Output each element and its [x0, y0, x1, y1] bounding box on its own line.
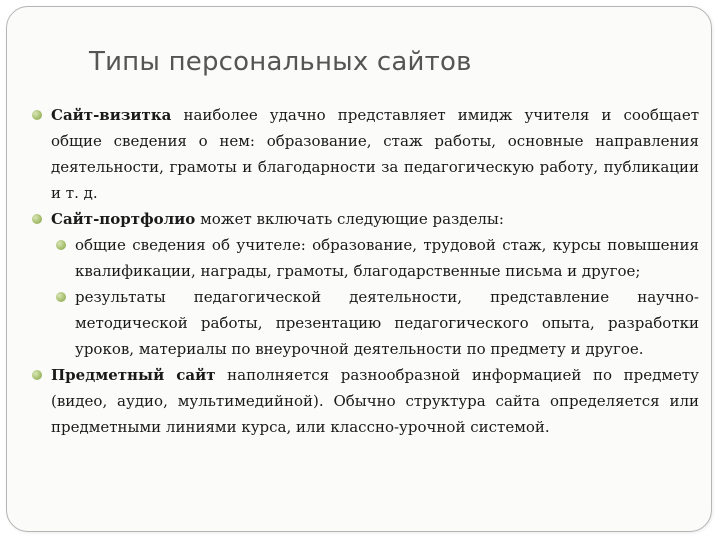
slide-title: Типы персональных сайтов [89, 47, 472, 77]
term-site-portfolio: Сайт-портфолио [51, 210, 196, 228]
sub-item-general-info [27, 232, 699, 284]
list-item-subject-site [27, 362, 699, 440]
bullet-icon [56, 292, 66, 302]
bullet-icon [56, 240, 66, 250]
bullet-icon [32, 110, 42, 120]
term-site-vizitka: Сайт-визитка [51, 106, 172, 124]
bullet-icon [32, 370, 42, 380]
slide-frame [6, 6, 712, 532]
term-subject-site: Предметный сайт [51, 366, 216, 384]
list-item-site-portfolio [27, 206, 699, 232]
sub-item-text: общие сведения об учителе: образование, трудовой стаж, курсы повышения квалификации, награды, грамоты, благодарственные письма и другое; [75, 236, 699, 280]
sub-item-text: результаты педагогической деятельности, представление научно-методической работы, презентацию педагогического опыта, разработки уроков, материалы по внеурочной деятельности по предмету и другое. [75, 288, 699, 358]
bullet-icon [32, 214, 42, 224]
item-text: может включать следующие разделы: [195, 210, 504, 228]
sub-item-results [27, 284, 699, 362]
item-text: наиболее удачно представляет имидж учителя и сообщает общие сведения о нем: образование, стаж работы, основные направления деятельности, грамоты и благодарности за педагогическую работу, публикации и т. д. [51, 106, 699, 202]
slide-content [27, 102, 699, 440]
list-item-site-vizitka [27, 102, 699, 206]
item-text: наполняется разнообразной информацией по предмету (видео, аудио, мультимедийной). Обычно структура сайта определяется или предметными линиями курса, или классно-урочной системой. [51, 366, 699, 436]
